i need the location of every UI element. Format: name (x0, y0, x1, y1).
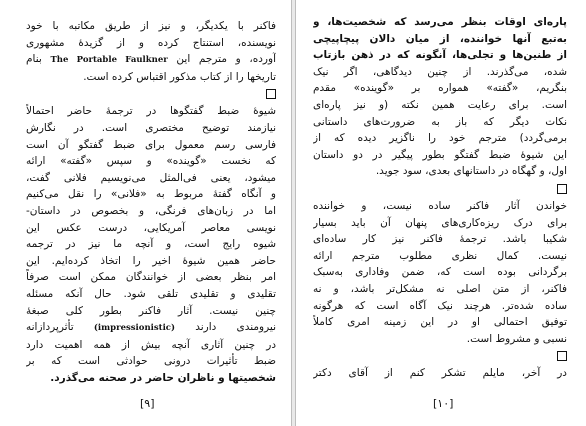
bold-text: پاره‌ای اوقات بنظر می‌رسد که شخصیت‌ها، و (313, 16, 567, 28)
text-line: شکیبا باشد. ترجمهٔ فاکنر نیز کار ساده‌ای (313, 233, 567, 246)
text-line: ضبط تأثیرات درونی حوادثی است که بر (26, 355, 276, 368)
text-line: تقلیدی و تقلیدی تلقی شود. حال آنکه مسئله (26, 287, 276, 300)
bold-text: از طنین‌ها و تجلی‌ها، آنگونه که در ذهن بازتاب (313, 49, 567, 62)
text-line: نکات دیگر که باز به ضرورت‌های داستانی (313, 115, 567, 128)
text-line: تاریخها را از کتاب مذکور اقتباس کرده است. (83, 70, 276, 83)
text-line: نویسنده، استنتاج کرده و از گزیدهٔ مشهوری (26, 36, 276, 49)
text-line (313, 14, 567, 31)
text-line: نسبی و مشروط است. (466, 332, 567, 345)
bold-text: شخصیتها و ناظران حاضر در صحنه می‌گذرد. (50, 371, 276, 384)
text-line: و آنگاه گفتهٔ مربوط به «فلانی» را نقل می‌کنیم (26, 188, 276, 201)
text-line: در آخر، مایلم تشکر کنم از آقای دکتر (313, 367, 567, 380)
latin-book-title: The Portable Faulkner (50, 55, 168, 66)
text-line: آورده، و مترجم این The Portable Faulkner بنام (26, 53, 276, 66)
bold-text: به‌تبع آنها خواننده، از میان دالان پیچاپیچی (313, 32, 567, 45)
text-line: برای درک ریزه‌کاری‌های پنهان آن باید بسیار (313, 216, 567, 229)
text-line: نیرومندی دارند (impressionistic) تأثرپردازانه (26, 321, 276, 334)
text-line: برگردانی بوده است که، ضمن وفاداری به‌سبک (313, 266, 567, 279)
text-line: است. برای رعایت همین نکته (و نیز پاره‌ای (313, 98, 567, 111)
text-line (313, 47, 567, 64)
text-line: توفیق احتمالی او در این زمینه امری کاملاً (313, 316, 567, 329)
paragraph-marker-icon (557, 184, 567, 194)
paragraph-marker-icon (266, 89, 276, 99)
text-line: حاضر همین شیوهٔ اخیر را اتخاذ کرده‌ایم. این (26, 254, 276, 267)
right-page-text (313, 14, 567, 382)
text-line: شده، می‌گذرند. از چنین دیدگاهی، اگر نیک (313, 65, 567, 78)
text-line (313, 31, 567, 48)
right-page (297, 0, 586, 426)
text-line: ساده شده‌تر. هرچند نیک آگاه است که هرگونه (313, 299, 567, 312)
left-page-text (26, 18, 276, 386)
text-line: اما در زبان‌های فرنگی، و بخصوص در داستان‌- (26, 204, 276, 217)
text-line: شیوه رایج است، و آنچه ما نیز در ترجمه (26, 238, 276, 251)
text-line: میشود، یعنی فی‌المثل می‌نویسیم فلانی گفت، (26, 171, 276, 184)
text-line: برمی‌گردد) مترجم خود را ناگزیر دیده که از (313, 132, 567, 145)
text-line: در چنین آثاری آنچه بیش از همه اهمیت دارد (26, 338, 276, 351)
latin-term: (impressionistic) (93, 323, 175, 334)
text-line: نیست. کمال نظری مطلوب مترجم ارائه (313, 249, 567, 262)
text-line: نیازمند توضیح مختصری است. در نگارش (26, 121, 276, 134)
page-number: [۱۰] (433, 397, 454, 410)
left-page (0, 0, 290, 426)
text-line: شیوهٔ ضبط گفتگوها در ترجمهٔ حاضر احتمالاً (26, 105, 276, 118)
text-line: فاکنر، از متن اصلی نه مشکل‌تر باشد، و نه (313, 282, 567, 295)
text-line: فارسی رسم معمول برای ضبط گفتگو آن است (26, 138, 276, 151)
text-line: که نخست «گوینده» و سپس «گفته» ارائه (26, 155, 276, 168)
text-line: بنگریم، «گفته» همواره بر «گوینده» مقدم (313, 82, 567, 95)
paragraph-marker-icon (557, 351, 567, 361)
page-number: [۹] (140, 397, 155, 410)
book-spine-divider (291, 0, 296, 426)
text-line (26, 370, 276, 387)
text-line: اول، و گهگاه در داستانهای بعدی، سود جوید. (375, 165, 567, 178)
text-line: خواندن آثار فاکنر ساده نیست، و خواننده (313, 199, 567, 212)
text-line: نویسی معاصر آمریکایی، درست عکس این (26, 221, 276, 234)
text-line: این شیوهٔ ضبط گفتگو بطور پیگیر در دو داستان (313, 148, 567, 161)
text-line: فاکنر با یکدیگر، و نیز از طریق مکاتبه با خود (26, 20, 276, 32)
text-line: امر بنظر بعضی از خوانندگان ممکن است صرفاً (26, 271, 276, 284)
text-line: چنین نیست. آثار فاکنر بطور کلی صبغهٔ (26, 304, 276, 317)
